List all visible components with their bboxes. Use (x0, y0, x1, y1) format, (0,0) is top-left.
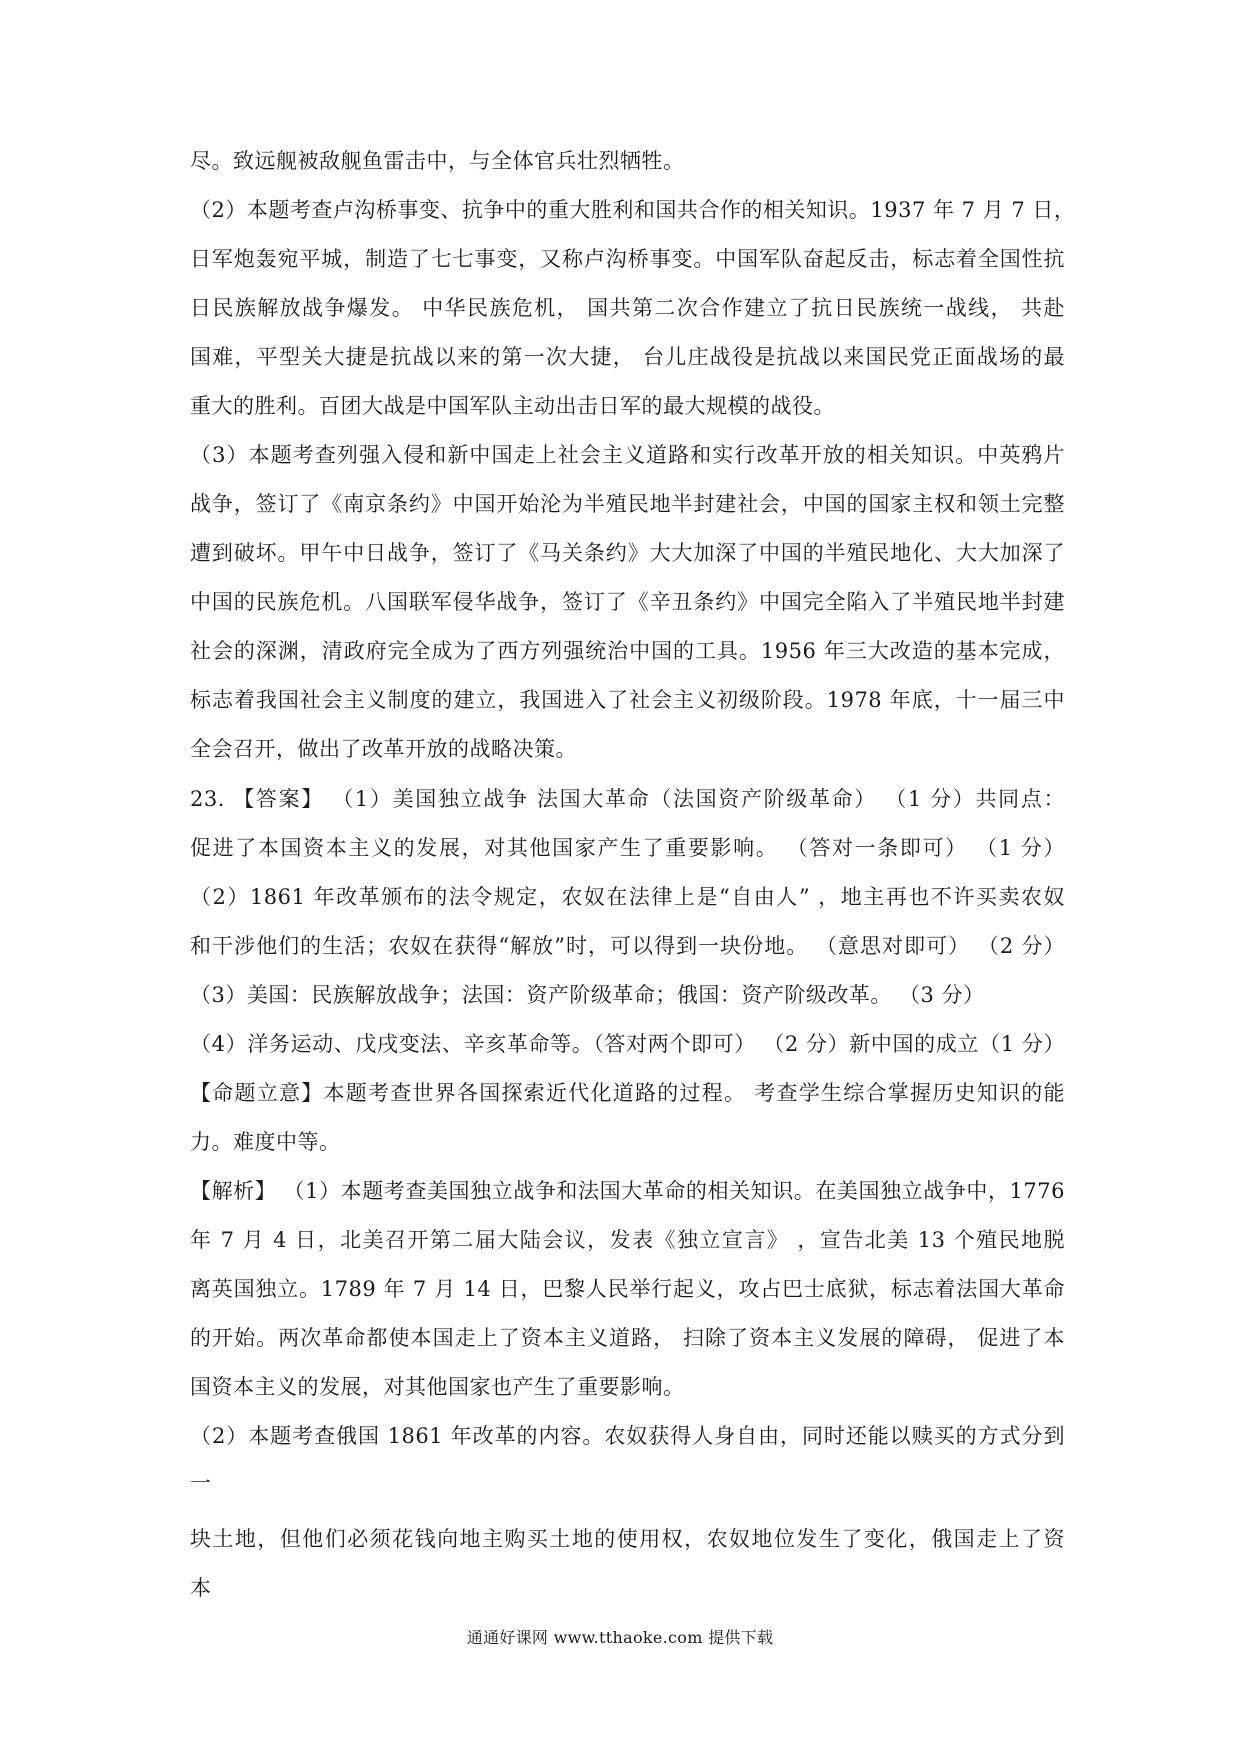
text-line: （2）本题考查卢沟桥事变、抗争中的重大胜利和国共合作的相关知识。1937 年 7 月 7 日， (190, 198, 1076, 222)
text-line: 力。难度中等。 (190, 1130, 341, 1154)
text-line: 遭到破坏。甲午中日战争，签订了《马关条约》大大加深了中国的半殖民地化、大大加深了 (190, 541, 1065, 565)
text-line: 中国的民族危机。八国联军侵华战争，签订了《辛丑条约》中国完全陷入了半殖民地半封建 (190, 590, 1065, 614)
text-line: （4）洋务运动、戊戌变法、辛亥革命等。（答对两个即可） （2 分）新中国的成立（1 分） (190, 1032, 1065, 1056)
text-line: （3）美国：民族解放战争；法国：资产阶级革命；俄国：资产阶级改革。 （3 分） (190, 983, 985, 1007)
text-line: （3）本题考查列强入侵和新中国走上社会主义道路和实行改革开放的相关知识。中英鸦片 (190, 443, 1065, 467)
analysis-heading-line: 【解析】 （1）本题考查美国独立战争和法国大革命的相关知识。在美国独立战争中，1776 (190, 1179, 1065, 1203)
page-footer: 通通好课网 www.tthaoke.com 提供下载 (466, 1628, 774, 1647)
text-line: 日民族解放战争爆发。 中华民族危机， 国共第二次合作建立了抗日民族统一战线， 共赴 (190, 296, 1065, 320)
text-line: 的开始。两次革命都使本国走上了资本主义道路， 扫除了资本主义发展的障碍， 促进了本 (190, 1326, 1065, 1350)
text-line: （2）1861 年改革颁布的法令规定，农奴在法律上是“自由人” ，地主再也不许买卖农奴 (190, 885, 1065, 909)
answer-heading-line: 23. 【答案】 （1）美国独立战争 法国大革命（法国资产阶级革命） （1 分）共同点： (190, 787, 1065, 811)
intent-heading-line: 【命题立意】本题考查世界各国探索近代化道路的过程。 考查学生综合掌握历史知识的能 (190, 1081, 1065, 1105)
text-line: 一 (190, 1471, 212, 1495)
text-line: 年 7 月 4 日，北美召开第二届大陆会议，发表《独立宣言》 ，宣告北美 13 个殖民地脱 (190, 1228, 1065, 1252)
text-line: 促进了本国资本主义的发展，对其他国家产生了重要影响。 （答对一条即可） （1 分） (190, 836, 1065, 860)
text-line: 国难，平型关大捷是抗战以来的第一次大捷， 台儿庄战役是抗战以来国民党正面战场的最 (190, 345, 1065, 369)
text-line: 全会召开，做出了改革开放的战略决策。 (190, 737, 577, 761)
text-line: 和干涉他们的生活；农奴在获得“解放”时，可以得到一块份地。 （意思对即可） （2 分） (190, 934, 1065, 958)
text-line: 尽。致远舰被敌舰鱼雷击中，与全体官兵壮烈牺牲。 (190, 149, 685, 173)
text-line: 本 (190, 1576, 212, 1600)
text-line: 国资本主义的发展，对其他国家也产生了重要影响。 (190, 1375, 685, 1399)
text-line: 社会的深渊，清政府完全成为了西方列强统治中国的工具。1956 年三大改造的基本完成， (190, 639, 1065, 663)
text-line: 标志着我国社会主义制度的建立，我国进入了社会主义初级阶段。1978 年底，十一届三中 (190, 688, 1065, 712)
text-line: 块土地，但他们必须花钱向地主购买土地的使用权，农奴地位发生了变化，俄国走上了资 (190, 1527, 1065, 1551)
text-line: 战争，签订了《南京条约》中国开始沦为半殖民地半封建社会，中国的国家主权和领土完整 (190, 492, 1065, 516)
text-line: 日军炮轰宛平城，制造了七七事变，又称卢沟桥事变。中国军队奋起反击，标志着全国性抗 (190, 247, 1065, 271)
text-line: 重大的胜利。百团大战是中国军队主动出击日军的最大规模的战役。 (190, 394, 835, 418)
text-line: 离英国独立。1789 年 7 月 14 日，巴黎人民举行起义，攻占巴士底狱，标志着法国大革命 (190, 1277, 1065, 1301)
text-line: （2）本题考查俄国 1861 年改革的内容。农奴获得人身自由，同时还能以赎买的方式分到 (190, 1424, 1065, 1448)
